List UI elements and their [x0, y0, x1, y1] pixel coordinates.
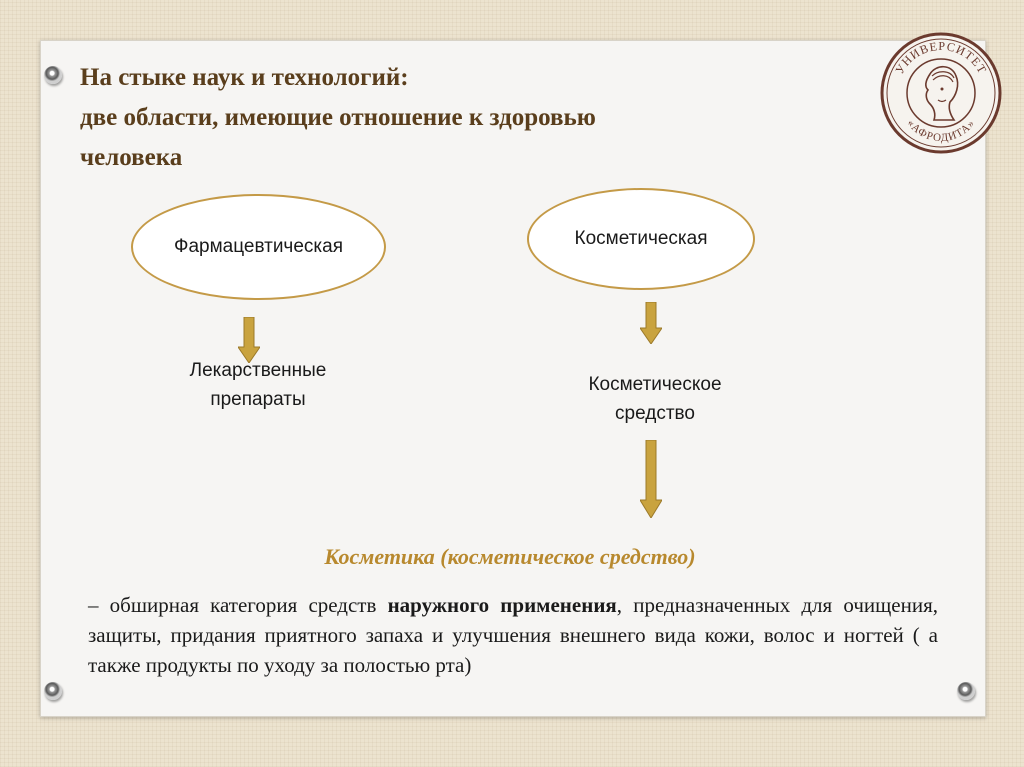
pin-icon-bottom-left: [44, 682, 62, 700]
definition-text-bold: наружного применения: [387, 593, 617, 617]
svg-text:УНИВЕРСИТЕТ: УНИВЕРСИТЕТ: [892, 38, 990, 77]
cosmetic-result-line-1: Косметическое: [588, 374, 722, 395]
pharma-result-line-2: препараты: [210, 389, 306, 410]
definition-text-end: , предназначенных для очищения, защиты, придания приятного запаха и улучшения внешнего вида кожи, волос и ногтей ( а также продукты по уходу за полостью рта): [88, 593, 938, 677]
svg-text:«АФРОДИТА»: «АФРОДИТА»: [904, 117, 978, 145]
pharma-ellipse: [131, 194, 386, 300]
definition-paragraph: [88, 590, 938, 680]
cosmetic-ellipse: [527, 188, 755, 290]
cosmetic-label: Косметическая: [574, 228, 708, 249]
slide-title: [80, 58, 840, 178]
definition-heading: Косметика (косметическое средство): [324, 544, 696, 569]
pin-icon-bottom-right: [957, 682, 975, 700]
pharma-result: [148, 356, 368, 414]
definition-text-start: – обширная категория средств: [88, 593, 388, 617]
arrow-down-icon-definition: [640, 440, 662, 518]
pharma-result-line-1: Лекарственные: [189, 360, 327, 381]
pharma-label: Фармацевтическая: [174, 236, 343, 257]
university-seal-logo: [878, 30, 1004, 156]
cosmetic-result: [545, 370, 765, 428]
title-line-1: На стыке наук и технологий:: [80, 64, 409, 91]
title-line-2: две области, имеющие отношение к здоровью: [80, 104, 596, 131]
cosmetic-result-line-2: средство: [615, 403, 695, 424]
pin-icon-top-left: [44, 66, 62, 84]
arrow-down-icon-cosmetic: [640, 302, 662, 344]
title-line-3: человека: [80, 144, 183, 171]
